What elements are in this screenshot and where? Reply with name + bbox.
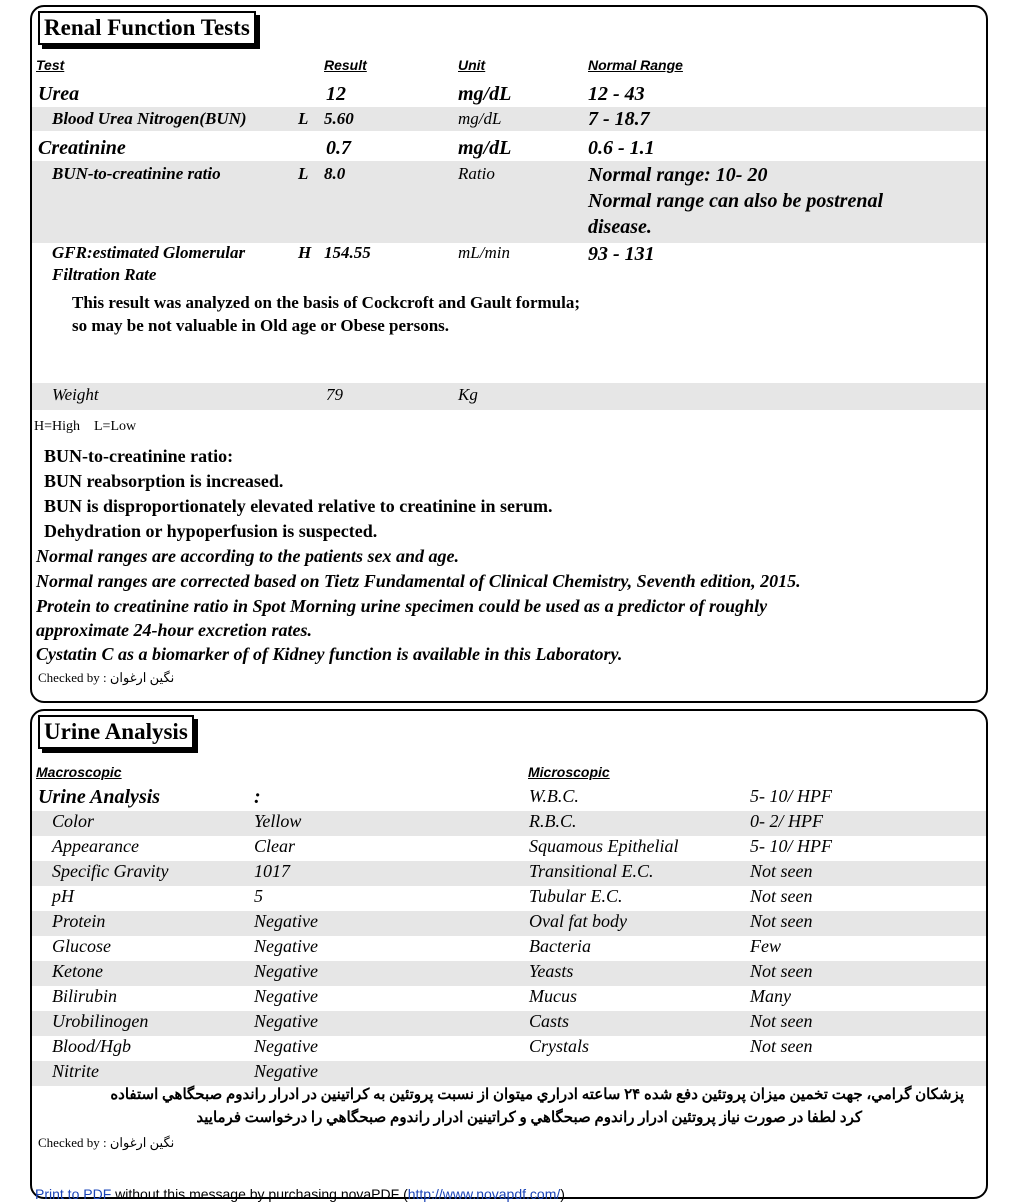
lab-note: Normal ranges are corrected based on Tietz Fundamental of Clinical Chemistry, Seventh edition, 2015. bbox=[36, 571, 801, 591]
test-result: 8.0 bbox=[324, 164, 346, 183]
micro-test-name: Squamous Epithelial bbox=[529, 836, 679, 856]
row-band bbox=[32, 383, 986, 410]
weight-unit: Kg bbox=[458, 385, 478, 404]
macro-test-name: Ketone bbox=[52, 961, 103, 981]
macro-test-value: Negative bbox=[254, 1036, 318, 1056]
urine-analysis-panel bbox=[30, 709, 988, 1199]
macro-test-value: Negative bbox=[254, 911, 318, 931]
test-result: 0.7 bbox=[326, 137, 351, 159]
test-name: BUN-to-creatinine ratio bbox=[52, 164, 221, 183]
test-unit: mL/min bbox=[458, 243, 510, 262]
micro-test-value: 5- 10/ HPF bbox=[750, 786, 832, 806]
weight-value: 79 bbox=[326, 385, 343, 404]
test-flag: L bbox=[298, 164, 309, 183]
formula-note: so may be not valuable in Old age or Obese persons. bbox=[72, 316, 450, 335]
lab-note: approximate 24-hour excretion rates. bbox=[36, 620, 313, 640]
test-range-line: Normal range: 10- 20 bbox=[588, 164, 768, 186]
test-range-line: Normal range can also be postrenal bbox=[588, 190, 884, 212]
ratio-note: BUN reabsorption is increased. bbox=[44, 471, 284, 491]
macro-test-value: 5 bbox=[254, 886, 263, 906]
test-range: 7 - 18.7 bbox=[588, 108, 650, 130]
test-name: Blood Urea Nitrogen(BUN) bbox=[52, 109, 247, 128]
weight-label: Weight bbox=[52, 385, 99, 404]
checked-by: Checked by : نگین ارغوان bbox=[38, 1135, 175, 1150]
lab-note: Normal ranges are according to the patients sex and age. bbox=[36, 546, 460, 566]
urine-analysis-label: Urine Analysis bbox=[38, 786, 161, 808]
row-band bbox=[32, 911, 986, 936]
header-normal-range: Normal Range bbox=[588, 57, 683, 73]
test-name: Creatinine bbox=[38, 137, 126, 159]
row-band bbox=[32, 1011, 986, 1036]
test-range: 93 - 131 bbox=[588, 243, 655, 265]
micro-test-value: Not seen bbox=[750, 886, 813, 906]
macro-test-name: Color bbox=[52, 811, 95, 831]
checked-by: Checked by : نگین ارغوان bbox=[38, 670, 175, 685]
flag-legend: H=High L=Low bbox=[34, 419, 137, 434]
macro-test-name: Urobilinogen bbox=[52, 1011, 149, 1031]
renal-section-title: Renal Function Tests bbox=[38, 11, 256, 45]
persian-note: پزشکان گرامي، جهت تخمين ميزان پروتئين دفع شده ۲۴ ساعته ادراري ميتوان از نسبت پروتئين به کراتينين در ادرار راندوم صبحگاهي استفاده bbox=[110, 1087, 964, 1103]
header-test: Test bbox=[36, 57, 65, 73]
micro-test-name: Tubular E.C. bbox=[529, 886, 623, 906]
test-unit: mg/dL bbox=[458, 109, 502, 128]
macro-test-name: Specific Gravity bbox=[52, 861, 169, 881]
micro-test-name: Bacteria bbox=[529, 936, 591, 956]
print-to-pdf-link[interactable]: Print to PDF bbox=[35, 1186, 112, 1202]
micro-test-name: Casts bbox=[529, 1011, 570, 1031]
footer-close: ) bbox=[560, 1186, 565, 1202]
micro-test-value: Not seen bbox=[750, 961, 813, 981]
macro-test-name: Glucose bbox=[52, 936, 111, 956]
test-range: 12 - 43 bbox=[588, 83, 645, 105]
macro-test-value: Yellow bbox=[254, 811, 302, 831]
macro-test-value: Negative bbox=[254, 961, 318, 981]
macro-test-value: 1017 bbox=[254, 861, 290, 881]
macro-test-name: Appearance bbox=[52, 836, 139, 856]
test-result: 5.60 bbox=[324, 109, 354, 128]
row-band bbox=[32, 861, 986, 886]
renal-function-panel bbox=[30, 5, 988, 703]
macroscopic-header: Macroscopic bbox=[36, 764, 122, 780]
novapdf-link[interactable]: http://www.novapdf.com/ bbox=[407, 1186, 561, 1202]
macro-test-name: Blood/Hgb bbox=[52, 1036, 131, 1056]
macro-test-value: Negative bbox=[254, 1011, 318, 1031]
macro-test-name: Protein bbox=[52, 911, 106, 931]
test-result: 154.55 bbox=[324, 243, 371, 262]
lab-note: Cystatin C as a biomarker of of Kidney function is available in this Laboratory. bbox=[36, 644, 623, 664]
macro-test-value: Negative bbox=[254, 986, 318, 1006]
test-result: 12 bbox=[326, 83, 346, 105]
ratio-note: BUN is disproportionately elevated relative to creatinine in serum. bbox=[44, 496, 553, 516]
micro-test-value: Many bbox=[750, 986, 791, 1006]
test-range: 0.6 - 1.1 bbox=[588, 137, 655, 159]
micro-test-name: Mucus bbox=[529, 986, 577, 1006]
lab-note: Protein to creatinine ratio in Spot Morning urine specimen could be used as a predictor of roughly bbox=[36, 596, 768, 616]
micro-test-value: Not seen bbox=[750, 911, 813, 931]
urine-section-title: Urine Analysis bbox=[38, 715, 194, 749]
test-unit: mg/dL bbox=[458, 137, 512, 159]
micro-test-value: Not seen bbox=[750, 1036, 813, 1056]
micro-test-value: 5- 10/ HPF bbox=[750, 836, 832, 856]
micro-test-name: R.B.C. bbox=[529, 811, 577, 831]
test-flag: H bbox=[298, 243, 312, 262]
macro-test-value: Negative bbox=[254, 936, 318, 956]
micro-test-name: Crystals bbox=[529, 1036, 590, 1056]
persian-note: کرد لطفا در صورت نياز پروتئين ادرار راندوم صبحگاهي و کراتينين ادرار راندوم صبحگاهي را درخواست فرماييد bbox=[196, 1110, 862, 1126]
row-band bbox=[32, 811, 986, 836]
test-range-line: disease. bbox=[588, 216, 652, 238]
micro-test-name: Transitional E.C. bbox=[529, 861, 654, 881]
macro-test-name: pH bbox=[52, 886, 74, 906]
macro-test-name: Bilirubin bbox=[52, 986, 118, 1006]
footer-text: without this message by purchasing novaPDF ( bbox=[111, 1186, 408, 1202]
ratio-note: BUN-to-creatinine ratio: bbox=[44, 446, 234, 466]
test-name: GFR:estimated Glomerular bbox=[52, 243, 246, 262]
ratio-note: Dehydration or hypoperfusion is suspected. bbox=[44, 521, 378, 541]
row-band bbox=[32, 961, 986, 986]
micro-test-value: 0- 2/ HPF bbox=[750, 811, 823, 831]
micro-test-name: Yeasts bbox=[529, 961, 574, 981]
formula-note: This result was analyzed on the basis of Cockcroft and Gault formula; bbox=[72, 293, 580, 312]
micro-test-value: Not seen bbox=[750, 1011, 813, 1031]
micro-test-value: Few bbox=[750, 936, 781, 956]
macro-test-value: Negative bbox=[254, 1061, 318, 1081]
micro-test-name: Oval fat body bbox=[529, 911, 627, 931]
macro-test-value: Clear bbox=[254, 836, 296, 856]
header-unit: Unit bbox=[458, 57, 486, 73]
microscopic-header: Microscopic bbox=[528, 764, 610, 780]
macro-test-name: Nitrite bbox=[52, 1061, 100, 1081]
test-name-cont: Filtration Rate bbox=[52, 265, 157, 284]
test-name: Urea bbox=[38, 83, 80, 105]
micro-test-name: W.B.C. bbox=[529, 786, 579, 806]
row-band bbox=[32, 1061, 986, 1086]
test-unit: mg/dL bbox=[458, 83, 512, 105]
urine-analysis-colon: : bbox=[254, 786, 261, 808]
test-flag: L bbox=[298, 109, 309, 128]
micro-test-value: Not seen bbox=[750, 861, 813, 881]
header-result: Result bbox=[324, 57, 367, 73]
test-unit: Ratio bbox=[458, 164, 495, 183]
